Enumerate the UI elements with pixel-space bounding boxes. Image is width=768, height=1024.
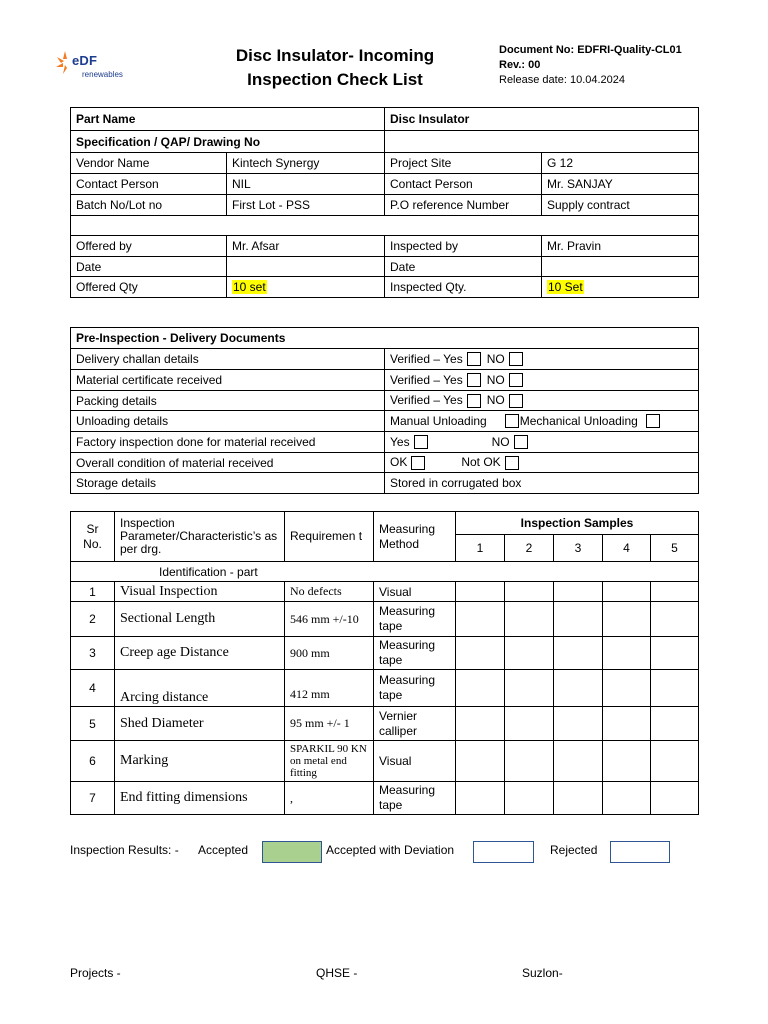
overall-not-ok: Not OK: [461, 455, 501, 470]
sample-1: 1: [456, 535, 505, 562]
row-sr: 6: [71, 741, 115, 782]
packing-label: Packing details: [71, 391, 385, 411]
row-sr: 3: [71, 637, 115, 670]
manual-unloading-checkbox[interactable]: [505, 414, 519, 428]
certificate-label: Material certificate received: [71, 370, 385, 391]
row-parameter: Marking: [115, 741, 285, 782]
factory-no: NO: [491, 434, 510, 449]
part-name: Disc Insulator: [385, 108, 699, 131]
rev-label: Rev.:: [499, 59, 526, 71]
table-row: [71, 741, 699, 782]
results-label: Inspection Results: -: [70, 843, 179, 857]
header-sr: Sr No.: [71, 512, 115, 562]
inspected-qty-value: 10 Set: [548, 280, 583, 294]
po-label: P.O reference Number: [385, 195, 542, 216]
spacer-row: [71, 216, 699, 236]
spec-label: Specification / QAP/ Drawing No: [71, 131, 385, 153]
row-sr: 7: [71, 782, 115, 815]
offered-by-value: Mr. Afsar: [227, 236, 385, 257]
section-identification: Identification - part: [71, 562, 699, 582]
footer-projects: Projects -: [70, 966, 121, 980]
packing-yes-checkbox[interactable]: [467, 394, 481, 408]
deviation-label: Accepted with Deviation: [326, 843, 455, 857]
mechanical-unloading: Mechanical Unloading: [519, 413, 638, 428]
challan-no-checkbox[interactable]: [509, 352, 523, 366]
table-row: [71, 670, 699, 707]
logo-name: eDF: [72, 53, 98, 68]
date2-value: [542, 257, 699, 277]
challan-label: Delivery challan details: [71, 349, 385, 370]
header-samples: Inspection Samples: [456, 512, 699, 535]
row-requirement: ,: [285, 782, 374, 815]
page-title: [210, 44, 460, 92]
unloading-label: Unloading details: [71, 411, 385, 432]
row-parameter: Creep age Distance: [115, 637, 285, 670]
row-method: Visual: [374, 741, 456, 782]
inspected-qty-label: Inspected Qty.: [385, 277, 542, 298]
deviation-box[interactable]: [473, 841, 534, 863]
logo-sub: renewables: [82, 70, 123, 79]
pre-inspection-title: Pre-Inspection - Delivery Documents: [71, 328, 699, 349]
factory-label: Factory inspection done for material received: [71, 432, 385, 453]
overall-label: Overall condition of material received: [71, 453, 385, 473]
row-parameter: Visual Inspection: [115, 582, 285, 602]
row-method: Vernier calliper: [374, 707, 456, 741]
rejected-label: Rejected: [550, 843, 598, 857]
row-parameter: Arcing distance: [115, 670, 285, 707]
inspected-by-label: Inspected by: [385, 236, 542, 257]
rev: 00: [528, 59, 541, 71]
inspection-table: [70, 511, 699, 815]
release-label: Release date:: [499, 74, 567, 86]
row-requirement: 900 mm: [285, 637, 374, 670]
overall-ok: OK: [390, 455, 408, 470]
offered-qty-value: 10 set: [233, 280, 266, 294]
row-method: Measuring tape: [374, 670, 456, 707]
certificate-yes-checkbox[interactable]: [467, 373, 481, 387]
rejected-box[interactable]: [610, 841, 670, 863]
document-info: [499, 43, 682, 88]
row-parameter: Sectional Length: [115, 602, 285, 637]
row-parameter: Shed Diameter: [115, 707, 285, 741]
info-table: [70, 107, 699, 298]
date2-label: Date: [385, 257, 542, 277]
row-sr: 2: [71, 602, 115, 637]
row-requirement: 412 mm: [285, 670, 374, 707]
factory-yes-checkbox[interactable]: [414, 435, 428, 449]
certificate-no-checkbox[interactable]: [509, 373, 523, 387]
pre-inspection-table: [70, 327, 699, 494]
storage-label: Storage details: [71, 473, 385, 494]
challan-yes: Verified – Yes: [390, 351, 463, 366]
row-requirement: SPARKIL 90 KN on metal end fitting: [285, 741, 374, 782]
mechanical-unloading-checkbox[interactable]: [646, 414, 660, 428]
doc-no: EDFRI-Quality-CL01: [577, 44, 682, 56]
sample-3: 3: [554, 535, 603, 562]
vendor-label: Vendor Name: [71, 153, 227, 174]
overall-ok-checkbox[interactable]: [411, 456, 425, 470]
row-sr: 4: [71, 670, 115, 707]
site-value: G 12: [542, 153, 699, 174]
accepted-box[interactable]: [262, 841, 322, 863]
header-parameter: Inspection Parameter/Characteristic’s as per drg.: [115, 512, 285, 562]
row-sr: 1: [71, 582, 115, 602]
date-value: [227, 257, 385, 277]
accepted-label: Accepted: [198, 843, 249, 857]
date-label: Date: [71, 257, 227, 277]
overall-not-ok-checkbox[interactable]: [505, 456, 519, 470]
title-line-2: Inspection Check List: [247, 70, 423, 89]
row-method: Measuring tape: [374, 637, 456, 670]
header-requirement: Requiremen t: [285, 512, 374, 562]
row-sr: 5: [71, 707, 115, 741]
challan-no: NO: [486, 351, 505, 366]
row-requirement: 546 mm +/-10: [285, 602, 374, 637]
row-requirement: No defects: [285, 582, 374, 602]
challan-yes-checkbox[interactable]: [467, 352, 481, 366]
part-name-label: Part Name: [71, 108, 385, 131]
vendor-value: Kintech Synergy: [227, 153, 385, 174]
table-row: [71, 602, 699, 637]
offered-qty-label: Offered Qty: [71, 277, 227, 298]
certificate-yes: Verified – Yes: [390, 372, 463, 387]
batch-label: Batch No/Lot no: [71, 195, 227, 216]
offered-by-label: Offered by: [71, 236, 227, 257]
row-requirement: 95 mm +/- 1: [285, 707, 374, 741]
spec-value: [385, 131, 699, 153]
row-parameter: End fitting dimensions: [115, 782, 285, 815]
row-method: Measuring tape: [374, 782, 456, 815]
inspected-by-value: Mr. Pravin: [542, 236, 699, 257]
table-row: [71, 582, 699, 602]
storage-value: Stored in corrugated box: [385, 473, 699, 494]
contact2-label: Contact Person: [385, 174, 542, 195]
packing-no-checkbox[interactable]: [509, 394, 523, 408]
table-row: [71, 637, 699, 670]
certificate-no: NO: [486, 372, 505, 387]
contact-label: Contact Person: [71, 174, 227, 195]
row-method: Visual: [374, 582, 456, 602]
contact2-value: Mr. SANJAY: [542, 174, 699, 195]
sample-2: 2: [505, 535, 554, 562]
footer-suzlon: Suzlon-: [522, 966, 563, 980]
po-value: Supply contract: [542, 195, 699, 216]
packing-yes: Verified – Yes: [390, 393, 463, 408]
batch-value: First Lot - PSS: [227, 195, 385, 216]
table-row: [71, 707, 699, 741]
row-method: Measuring tape: [374, 602, 456, 637]
footer-qhse: QHSE -: [316, 966, 358, 980]
header-method: Measuring Method: [374, 512, 456, 562]
sample-5: 5: [651, 535, 699, 562]
contact-value: NIL: [227, 174, 385, 195]
title-line-1: Disc Insulator- Incoming: [235, 46, 435, 65]
factory-yes: Yes: [390, 434, 410, 449]
doc-no-label: Document No:: [499, 44, 575, 56]
packing-no: NO: [486, 393, 505, 408]
sample-4: 4: [603, 535, 651, 562]
factory-no-checkbox[interactable]: [514, 435, 528, 449]
table-row: [71, 782, 699, 815]
site-label: Project Site: [385, 153, 542, 174]
release-date: 10.04.2024: [569, 74, 626, 86]
manual-unloading: Manual Unloading: [390, 413, 487, 428]
